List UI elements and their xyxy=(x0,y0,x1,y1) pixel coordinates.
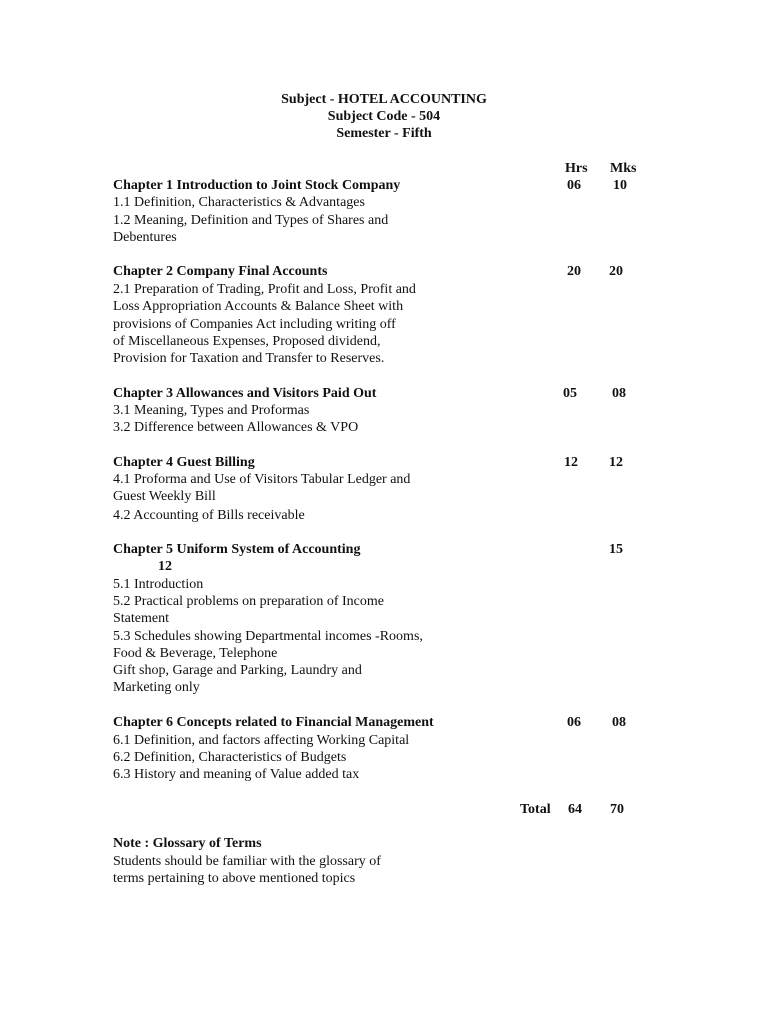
chapter-2-line: Provision for Taxation and Transfer to Reserves. xyxy=(113,351,385,366)
subject-title: Subject - HOTEL ACCOUNTING xyxy=(281,92,487,107)
chapter-1-hrs: 06 xyxy=(567,178,581,193)
chapter-5-hrs: 12 xyxy=(158,559,172,574)
chapter-4-line: 4.1 Proforma and Use of Visitors Tabular Ledger and xyxy=(113,472,411,487)
chapter-2-line: provisions of Companies Act including writing off xyxy=(113,317,396,332)
chapter-3-line: 3.2 Difference between Allowances & VPO xyxy=(113,420,359,435)
chapter-5-line: 5.2 Practical problems on preparation of Income xyxy=(113,594,384,609)
hrs-column-header: Hrs xyxy=(565,161,588,176)
chapter-4-line: Guest Weekly Bill xyxy=(113,489,216,504)
chapter-5-title: Chapter 5 Uniform System of Accounting xyxy=(113,542,361,557)
chapter-1-line: 1.1 Definition, Characteristics & Advantages xyxy=(113,195,365,210)
chapter-2-mks: 20 xyxy=(609,264,623,279)
mks-column-header: Mks xyxy=(610,161,637,176)
total-mks: 70 xyxy=(610,802,624,817)
total-hrs: 64 xyxy=(568,802,582,817)
chapter-4-hrs: 12 xyxy=(564,455,578,470)
chapter-5-line: Gift shop, Garage and Parking, Laundry and xyxy=(113,663,362,678)
chapter-2-line: 2.1 Preparation of Trading, Profit and Loss, Profit and xyxy=(113,282,416,297)
chapter-6-line: 6.3 History and meaning of Value added tax xyxy=(113,767,360,782)
chapter-5-line: Marketing only xyxy=(113,680,200,695)
chapter-5-line: Statement xyxy=(113,611,169,626)
total-label: Total xyxy=(520,802,551,817)
chapter-4-title: Chapter 4 Guest Billing xyxy=(113,455,255,470)
semester: Semester - Fifth xyxy=(336,126,432,141)
chapter-2-title: Chapter 2 Company Final Accounts xyxy=(113,264,328,279)
chapter-1-line: Debentures xyxy=(113,230,177,245)
chapter-3-mks: 08 xyxy=(612,386,626,401)
chapter-2-hrs: 20 xyxy=(567,264,581,279)
chapter-1-line: 1.2 Meaning, Definition and Types of Shares and xyxy=(113,213,389,228)
chapter-1-title: Chapter 1 Introduction to Joint Stock Company xyxy=(113,178,401,193)
chapter-6-hrs: 06 xyxy=(567,715,581,730)
chapter-6-line: 6.1 Definition, and factors affecting Working Capital xyxy=(113,733,410,748)
note-line: terms pertaining to above mentioned topics xyxy=(113,871,356,886)
note-line: Students should be familiar with the glossary of xyxy=(113,854,381,869)
chapter-3-hrs: 05 xyxy=(563,386,577,401)
chapter-2-line: of Miscellaneous Expenses, Proposed dividend, xyxy=(113,334,381,349)
chapter-5-line: 5.1 Introduction xyxy=(113,577,204,592)
chapter-6-line: 6.2 Definition, Characteristics of Budgets xyxy=(113,750,347,765)
chapter-3-title: Chapter 3 Allowances and Visitors Paid Out xyxy=(113,386,377,401)
subject-code: Subject Code - 504 xyxy=(327,109,441,124)
note-title: Note : Glossary of Terms xyxy=(113,836,262,851)
chapter-5-line: 5.3 Schedules showing Departmental incomes -Rooms, xyxy=(113,629,423,644)
chapter-5-mks: 15 xyxy=(609,542,623,557)
chapter-4-mks: 12 xyxy=(609,455,623,470)
chapter-1-mks: 10 xyxy=(613,178,627,193)
chapter-2-line: Loss Appropriation Accounts & Balance Sheet with xyxy=(113,299,404,314)
chapter-4-line: 4.2 Accounting of Bills receivable xyxy=(113,508,305,523)
chapter-6-title: Chapter 6 Concepts related to Financial Management xyxy=(113,715,434,730)
chapter-6-mks: 08 xyxy=(612,715,626,730)
chapter-3-line: 3.1 Meaning, Types and Proformas xyxy=(113,403,310,418)
chapter-5-line: Food & Beverage, Telephone xyxy=(113,646,278,661)
